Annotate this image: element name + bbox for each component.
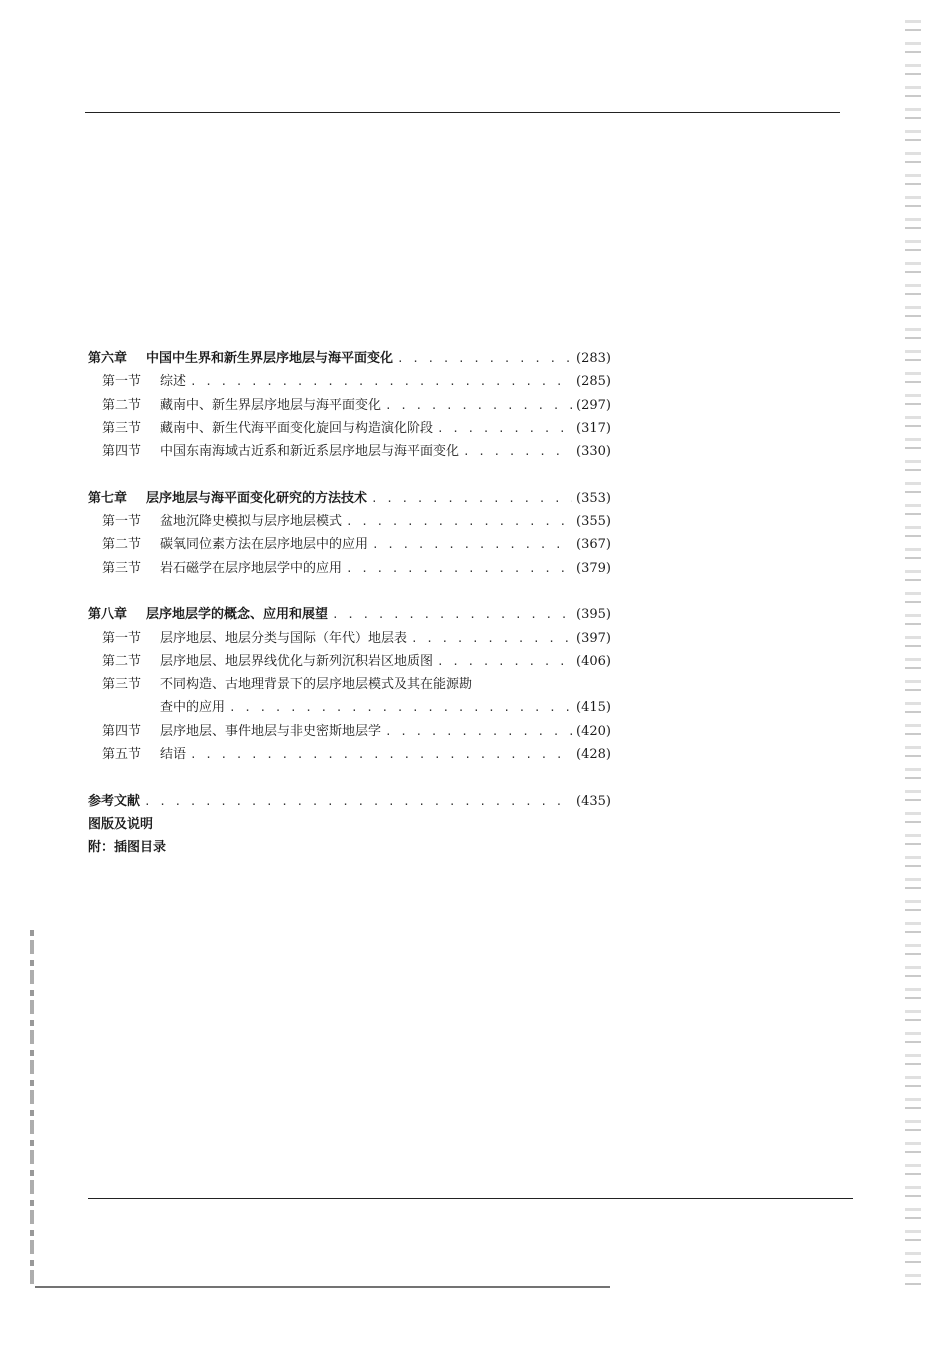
leader-dots: [437, 417, 572, 440]
scan-edge-right: [905, 20, 921, 1290]
toc-section-6-2[interactable]: [88, 394, 611, 417]
toc-section-8-5[interactable]: [88, 743, 611, 766]
page-number: (317): [576, 420, 611, 436]
chapter-number: 第七章: [88, 490, 128, 506]
section-number: 第三节: [102, 560, 142, 576]
section-number: 第四节: [102, 444, 142, 460]
toc-section-6-1[interactable]: [88, 370, 611, 393]
toc-section-7-3[interactable]: [88, 557, 611, 580]
appendix-title: 附：插图目录: [88, 840, 167, 856]
scan-bottom-line: [35, 1286, 610, 1288]
page-number: (355): [576, 514, 611, 530]
page-number: (428): [576, 747, 611, 763]
section-title: 层序地层、地层分类与国际（年代）地层表: [160, 630, 408, 646]
chapter-title: 中国中生界和新生界层序地层与海平面变化: [146, 351, 394, 366]
toc-chapter-7[interactable]: [88, 487, 611, 510]
page-number: (353): [576, 490, 611, 506]
page-number: (435): [576, 793, 611, 809]
plates-title: 图版及说明: [88, 816, 154, 832]
toc-section-6-3[interactable]: [88, 417, 611, 440]
page-number: (415): [576, 700, 611, 716]
section-title: 层序地层、地层界线优化与新列沉积岩区地质图: [160, 653, 434, 669]
chapter-number: 第六章: [88, 351, 128, 366]
section-number: 第二节: [102, 397, 142, 413]
toc-section-7-2[interactable]: [88, 533, 611, 556]
section-title: 层序地层、事件地层与非史密斯地层学: [160, 723, 382, 739]
section-number: 第四节: [102, 723, 142, 739]
leader-dots: [437, 650, 572, 673]
page-number: (406): [576, 653, 611, 669]
chapter-title: 层序地层学的概念、应用和展望: [146, 607, 329, 623]
section-title: 结语: [160, 747, 187, 763]
page-number: (367): [576, 537, 611, 553]
section-number: 第一节: [102, 630, 142, 646]
chapter-number: 第八章: [88, 607, 128, 623]
section-number: 第二节: [102, 537, 142, 553]
chapter-title: 层序地层与海平面变化研究的方法技术: [146, 490, 368, 506]
toc-chapter-8[interactable]: [88, 603, 611, 626]
spacer: [88, 766, 611, 789]
section-number: 第三节: [102, 420, 142, 436]
toc-section-8-3-continued[interactable]: [88, 696, 611, 719]
leader-dots: [229, 696, 572, 719]
page-number: (420): [576, 723, 611, 739]
leader-dots: [385, 394, 572, 417]
section-title: 不同构造、古地理背景下的层序地层模式及其在能源勘: [160, 677, 473, 693]
toc-section-6-4[interactable]: [88, 440, 611, 463]
leader-dots: [190, 370, 572, 393]
page-number: (397): [576, 630, 611, 646]
section-title: 中国东南海域古近系和新近系层序地层与海平面变化: [160, 444, 460, 460]
section-number: 第五节: [102, 747, 142, 763]
page-number: (379): [576, 560, 611, 576]
toc-plates[interactable]: [88, 813, 611, 836]
leader-dots: [346, 557, 572, 580]
leader-dots: [372, 533, 572, 556]
footer-rule: [88, 1198, 853, 1199]
toc-section-8-2[interactable]: [88, 650, 611, 673]
page-number: (297): [576, 397, 611, 413]
references-title: 参考文献: [88, 793, 141, 809]
toc-section-8-4[interactable]: [88, 720, 611, 743]
leader-dots: [190, 743, 572, 766]
section-title: 藏南中、新生代海平面变化旋回与构造演化阶段: [160, 420, 434, 436]
section-number: 第二节: [102, 653, 142, 669]
leader-dots: [397, 347, 572, 370]
leader-dots: [346, 510, 572, 533]
spacer: [88, 463, 611, 486]
toc-chapter-6[interactable]: [88, 347, 611, 370]
section-number: 第三节: [102, 677, 142, 693]
header-rule: [85, 112, 840, 113]
section-title-continued: 查中的应用: [160, 700, 226, 716]
scan-edge-left: [30, 930, 34, 1285]
leader-dots: [371, 487, 572, 510]
section-number: 第一节: [102, 374, 142, 390]
toc-section-8-3[interactable]: [88, 673, 611, 696]
spacer: [88, 580, 611, 603]
page-number: (395): [576, 607, 611, 623]
leader-dots: [332, 603, 572, 626]
section-title: 综述: [160, 374, 187, 390]
toc-appendix[interactable]: [88, 836, 611, 859]
leader-dots: [463, 440, 572, 463]
page-number: (285): [576, 374, 611, 390]
table-of-contents: [88, 347, 611, 860]
leader-dots: [411, 627, 572, 650]
section-number: 第一节: [102, 514, 142, 530]
section-title: 盆地沉降史模拟与层序地层模式: [160, 514, 343, 530]
page-number: (330): [576, 444, 611, 460]
section-title: 碳氧同位素方法在层序地层中的应用: [160, 537, 369, 553]
leader-dots: [385, 720, 572, 743]
toc-section-7-1[interactable]: [88, 510, 611, 533]
page-number: (283): [576, 351, 611, 366]
toc-section-8-1[interactable]: [88, 627, 611, 650]
section-title: 岩石磁学在层序地层学中的应用: [160, 560, 343, 576]
toc-references[interactable]: [88, 790, 611, 813]
section-title: 藏南中、新生界层序地层与海平面变化: [160, 397, 382, 413]
leader-dots: [144, 790, 572, 813]
